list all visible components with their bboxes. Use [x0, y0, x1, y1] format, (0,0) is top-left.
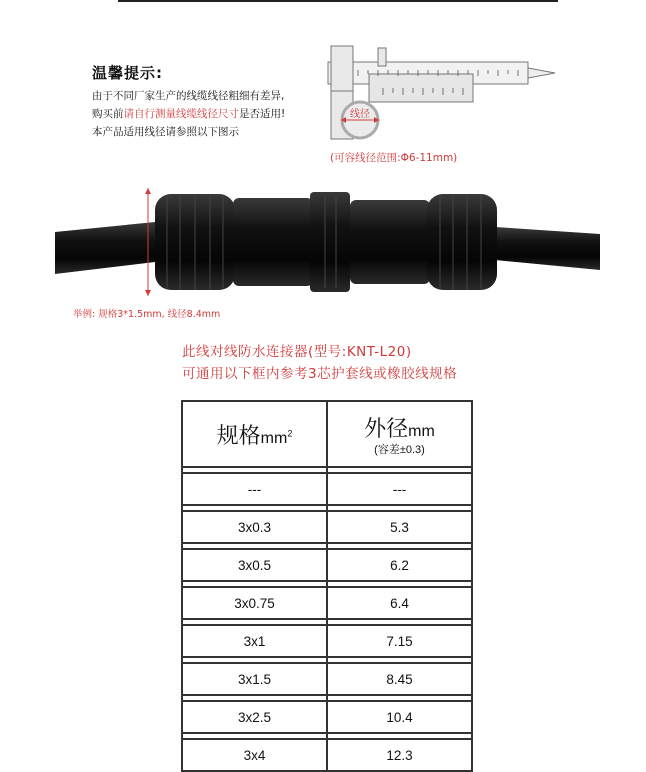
table-row [182, 663, 472, 695]
header-spec-sup: 2 [287, 428, 293, 439]
header-outer-diameter [327, 401, 472, 467]
top-divider [118, 0, 558, 2]
table-row [182, 587, 472, 619]
product-heading-1: 此线对线防水连接器(型号:KNT-L20) [182, 344, 412, 360]
header-spec-title: 规格 [216, 422, 261, 448]
table-row [182, 511, 472, 543]
spec-cell: 3x4 [182, 739, 327, 771]
tip-line-2 [92, 106, 285, 121]
spec-cell: 3x1.5 [182, 663, 327, 695]
spec-cell: 3x0.3 [182, 511, 327, 543]
cable-spec-table [181, 400, 473, 772]
tip-title: 温馨提示: [92, 64, 163, 82]
header-spec-unit: mm [260, 429, 288, 447]
spec-cell: --- [182, 473, 327, 505]
spec-cell: 3x0.5 [182, 549, 327, 581]
od-cell: 6.2 [327, 549, 472, 581]
table-row [182, 549, 472, 581]
spec-cell: 3x0.75 [182, 587, 327, 619]
table-row [182, 625, 472, 657]
spec-cell: 3x2.5 [182, 701, 327, 733]
table-row [182, 701, 472, 733]
connector-photo [55, 182, 600, 300]
tip-line-3: 本产品适用线径请参照以下图示 [92, 126, 239, 138]
caliper-label: 线径 [350, 109, 370, 120]
od-cell: 6.4 [327, 587, 472, 619]
tip-line-2-suffix: 是否适用! [239, 108, 286, 120]
product-heading-2: 可通用以下框内参考3芯护套线或橡胶线规格 [182, 366, 458, 382]
header-od-title: 外径 [364, 415, 409, 441]
tip-line-2-prefix: 购买前 [92, 108, 124, 120]
table-row [182, 473, 472, 505]
tip-line-1: 由于不同厂家生产的线缆线径粗细有差异, [92, 90, 285, 102]
tip-line-2-highlight: 请自行测量线缆线径尺寸 [123, 108, 239, 120]
od-cell: 7.15 [327, 625, 472, 657]
table-header-row [182, 401, 472, 467]
table-row [182, 739, 472, 771]
header-od-tolerance: (容差±0.3) [374, 443, 425, 456]
spec-cell: 3x1 [182, 625, 327, 657]
od-cell: 10.4 [327, 701, 472, 733]
od-cell: 12.3 [327, 739, 472, 771]
header-od-unit: mm [408, 422, 435, 440]
example-note: 举例: 规格3*1.5mm, 线径8.4mm [73, 309, 221, 320]
diameter-range-note: (可容线径范围:Φ6-11mm) [330, 152, 458, 164]
caliper-illustration [323, 40, 563, 145]
od-cell: 5.3 [327, 511, 472, 543]
header-spec [182, 401, 327, 467]
od-cell: 8.45 [327, 663, 472, 695]
od-cell: --- [327, 473, 472, 505]
